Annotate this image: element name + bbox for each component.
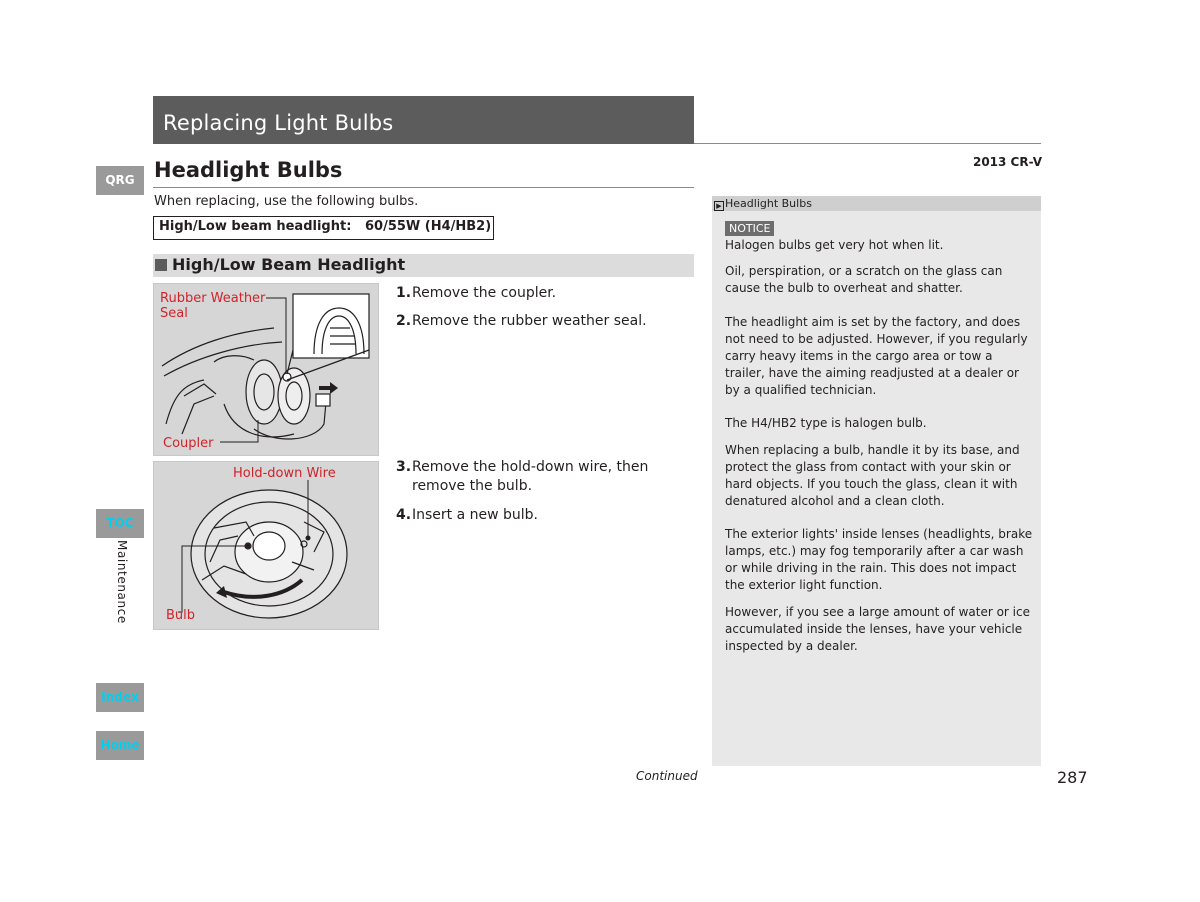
note-paragraph: Oil, perspiration, or a scratch on the glass can cause the bulb to overheat and shatter. xyxy=(725,264,1003,295)
callout-rubber-weather-seal: Rubber Weather Seal xyxy=(160,291,266,321)
toc-button[interactable]: TOC xyxy=(96,509,144,538)
model-label: 2013 CR-V xyxy=(972,155,1042,169)
index-button[interactable]: Index xyxy=(96,683,144,712)
headlight-rear-illustration xyxy=(153,283,379,456)
step-text: Insert a new bulb. xyxy=(412,507,539,523)
note-paragraph: The headlight aim is set by the factory, and does not need to be adjusted. However, if you regularly carry heavy items in the cargo area or tow a trailer, have the aiming readjusted at a dealer or by a qualified technician. xyxy=(725,315,1028,397)
step-1: 1.Remove the coupler. xyxy=(396,284,696,303)
heading-rule xyxy=(153,187,694,188)
bulb-removal-illustration xyxy=(153,461,379,630)
notes-header xyxy=(712,196,1041,211)
step-text: Remove the rubber weather seal. xyxy=(412,313,647,329)
callout-coupler: Coupler xyxy=(163,436,214,451)
page-number: 287 xyxy=(1057,768,1088,787)
step-4: 4.Insert a new bulb. xyxy=(396,506,696,525)
notes-panel xyxy=(712,196,1041,766)
continued-label: Continued xyxy=(636,769,698,783)
step-text: Remove the hold-down wire, then remove the bulb. xyxy=(412,459,649,494)
notice-badge: NOTICE xyxy=(725,221,774,236)
note-paragraph: Halogen bulbs get very hot when lit. xyxy=(725,238,944,252)
home-button[interactable]: Home xyxy=(96,731,144,760)
note-paragraph: When replacing a bulb, handle it by its base, and protect the glass from contact with your skin or hard objects. If you touch the glass, clean it with denatured alcohol and a clean cloth. xyxy=(725,443,1020,508)
subsection-heading: High/Low Beam Headlight xyxy=(172,255,406,274)
header-rule xyxy=(694,143,1041,144)
step-text: Remove the coupler. xyxy=(412,285,557,301)
chapter-title-bar xyxy=(153,96,694,144)
bulb-removal-drawing xyxy=(154,462,379,630)
callout-hold-down-wire: Hold-down Wire xyxy=(233,466,336,481)
bulb-spec-box: High/Low beam headlight: 60/55W (H4/HB2) xyxy=(153,216,494,240)
subsection-bar xyxy=(153,254,694,277)
section-label: Maintenance xyxy=(115,540,129,624)
reference-arrow-icon: ▶ xyxy=(714,201,724,211)
step-3: 3.Remove the hold-down wire, then remove the bulb. xyxy=(396,458,696,496)
intro-text: When replacing, use the following bulbs. xyxy=(154,194,419,209)
callout-bulb: Bulb xyxy=(166,608,196,623)
notes-title: Headlight Bulbs xyxy=(725,197,812,210)
chapter-title: Replacing Light Bulbs xyxy=(163,111,394,135)
section-heading: Headlight Bulbs xyxy=(154,158,343,182)
qrg-button[interactable]: QRG xyxy=(96,166,144,195)
note-paragraph: The exterior lights' inside lenses (headlights, brake lamps, etc.) may fog temporarily after a car wash or while driving in the rain. This does not impact the exterior light function. xyxy=(725,527,1033,592)
step-2: 2.Remove the rubber weather seal. xyxy=(396,312,696,331)
note-paragraph: The H4/HB2 type is halogen bulb. xyxy=(725,416,927,430)
note-paragraph: However, if you see a large amount of water or ice accumulated inside the lenses, have your vehicle inspected by a dealer. xyxy=(725,605,1030,653)
square-bullet-icon xyxy=(155,259,167,271)
